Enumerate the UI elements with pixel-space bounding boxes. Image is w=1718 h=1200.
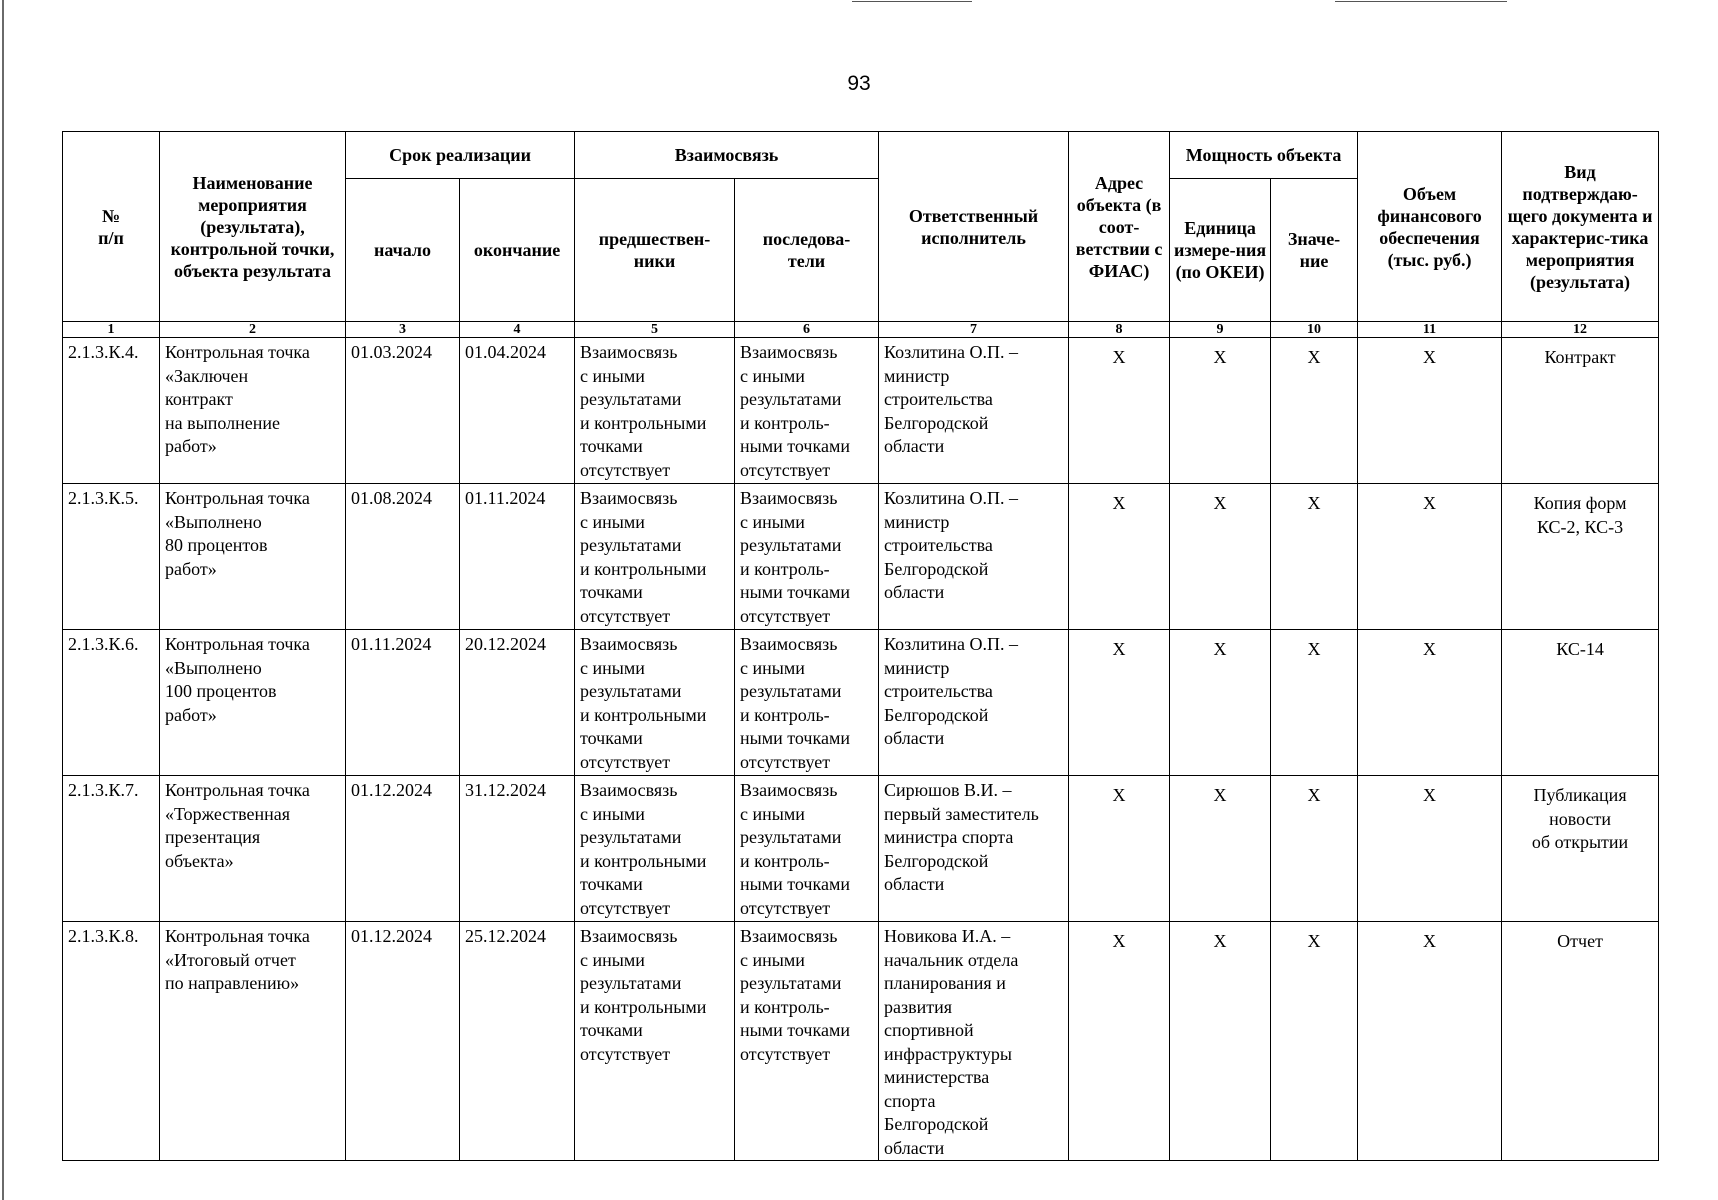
cell-start-date: 01.12.2024: [346, 776, 460, 922]
cell-start-date: 01.03.2024: [346, 338, 460, 484]
table-row: [63, 776, 1659, 922]
col-header-capacity: Мощность объекта: [1170, 132, 1358, 179]
cell-document: Контракт: [1502, 338, 1659, 484]
column-number-row: [63, 322, 1659, 338]
cell-executor: Новикова И.А. – начальник отдела планирования и развития спортивной инфраструктуры министерства спорта Белгородской области: [879, 922, 1069, 1161]
cell-funding: X: [1358, 484, 1502, 630]
plan-table: [62, 131, 1659, 1161]
col-header-name: Наименование мероприятия (результата), контрольной точки, объекта результата: [160, 132, 346, 322]
column-number: 8: [1069, 322, 1170, 338]
cell-end-date: 01.04.2024: [460, 338, 575, 484]
table-row: [63, 922, 1659, 1161]
cell-successors: Взаимосвязь с иными результатами и контроль- ными точками отсутствует: [735, 484, 879, 630]
table-row: [63, 338, 1659, 484]
cell-code: 2.1.3.К.7.: [63, 776, 160, 922]
top-scan-mark: [852, 1, 972, 2]
column-number: 11: [1358, 322, 1502, 338]
cell-end-date: 31.12.2024: [460, 776, 575, 922]
cell-unit: X: [1170, 922, 1271, 1161]
cell-unit: X: [1170, 776, 1271, 922]
cell-end-date: 20.12.2024: [460, 630, 575, 776]
table-body: [63, 338, 1659, 1161]
col-header-successors: последова- тели: [735, 179, 879, 322]
column-number: 3: [346, 322, 460, 338]
cell-address: X: [1069, 630, 1170, 776]
column-number: 7: [879, 322, 1069, 338]
col-header-value: Значе-ние: [1271, 179, 1358, 322]
col-header-address: Адрес объекта (в соот-ветствии с ФИАС): [1069, 132, 1170, 322]
cell-value: X: [1271, 338, 1358, 484]
column-number: 12: [1502, 322, 1659, 338]
cell-value: X: [1271, 776, 1358, 922]
cell-executor: Козлитина О.П. – министр строительства Белгородской области: [879, 484, 1069, 630]
cell-executor: Сирюшов В.И. – первый заместитель министра спорта Белгородской области: [879, 776, 1069, 922]
cell-predecessors: Взаимосвязь с иными результатами и контрольными точками отсутствует: [575, 630, 735, 776]
cell-address: X: [1069, 922, 1170, 1161]
cell-start-date: 01.08.2024: [346, 484, 460, 630]
cell-code: 2.1.3.К.6.: [63, 630, 160, 776]
cell-unit: X: [1170, 630, 1271, 776]
cell-funding: X: [1358, 338, 1502, 484]
cell-value: X: [1271, 484, 1358, 630]
column-number: 5: [575, 322, 735, 338]
cell-name: Контрольная точка «Заключен контракт на выполнение работ»: [160, 338, 346, 484]
cell-value: X: [1271, 630, 1358, 776]
cell-successors: Взаимосвязь с иными результатами и контроль- ными точками отсутствует: [735, 630, 879, 776]
column-number: 1: [63, 322, 160, 338]
cell-document: Публикация новости об открытии: [1502, 776, 1659, 922]
page-number: 93: [847, 72, 871, 95]
cell-unit: X: [1170, 338, 1271, 484]
cell-address: X: [1069, 776, 1170, 922]
cell-code: 2.1.3.К.5.: [63, 484, 160, 630]
cell-name: Контрольная точка «Выполнено 100 процентов работ»: [160, 630, 346, 776]
cell-predecessors: Взаимосвязь с иными результатами и контрольными точками отсутствует: [575, 338, 735, 484]
column-number: 9: [1170, 322, 1271, 338]
table-row: [63, 630, 1659, 776]
table-header: [63, 132, 1659, 338]
col-header-relation: Взаимосвязь: [575, 132, 879, 179]
cell-name: Контрольная точка «Итоговый отчет по направлению»: [160, 922, 346, 1161]
top-scan-mark: [1335, 1, 1507, 2]
column-number: 10: [1271, 322, 1358, 338]
cell-executor: Козлитина О.П. – министр строительства Белгородской области: [879, 630, 1069, 776]
cell-value: X: [1271, 922, 1358, 1161]
cell-document: КС-14: [1502, 630, 1659, 776]
cell-start-date: 01.11.2024: [346, 630, 460, 776]
cell-funding: X: [1358, 922, 1502, 1161]
column-number: 6: [735, 322, 879, 338]
table-row: [63, 484, 1659, 630]
col-header-number: № п/п: [63, 132, 160, 322]
cell-code: 2.1.3.К.4.: [63, 338, 160, 484]
cell-funding: X: [1358, 630, 1502, 776]
cell-executor: Козлитина О.П. – министр строительства Белгородской области: [879, 338, 1069, 484]
col-header-predecessors: предшествен- ники: [575, 179, 735, 322]
col-header-unit: Единица измере-ния (по ОКЕИ): [1170, 179, 1271, 322]
column-number: 4: [460, 322, 575, 338]
col-header-executor: Ответственный исполнитель: [879, 132, 1069, 322]
col-header-doc-type: Вид подтверждаю-щего документа и характерис-тика мероприятия (результата): [1502, 132, 1659, 322]
cell-unit: X: [1170, 484, 1271, 630]
col-header-term-start: начало: [346, 179, 460, 322]
cell-code: 2.1.3.К.8.: [63, 922, 160, 1161]
page-left-edge: [2, 0, 4, 1200]
cell-successors: Взаимосвязь с иными результатами и контроль- ными точками отсутствует: [735, 922, 879, 1161]
cell-address: X: [1069, 338, 1170, 484]
col-header-term-end: окончание: [460, 179, 575, 322]
cell-document: Отчет: [1502, 922, 1659, 1161]
cell-predecessors: Взаимосвязь с иными результатами и контрольными точками отсутствует: [575, 922, 735, 1161]
column-number: 2: [160, 322, 346, 338]
cell-end-date: 25.12.2024: [460, 922, 575, 1161]
cell-funding: X: [1358, 776, 1502, 922]
cell-start-date: 01.12.2024: [346, 922, 460, 1161]
col-header-term: Срок реализации: [346, 132, 575, 179]
cell-successors: Взаимосвязь с иными результатами и контроль- ными точками отсутствует: [735, 776, 879, 922]
cell-predecessors: Взаимосвязь с иными результатами и контрольными точками отсутствует: [575, 776, 735, 922]
cell-document: Копия форм КС-2, КС-3: [1502, 484, 1659, 630]
cell-name: Контрольная точка «Выполнено 80 процентов работ»: [160, 484, 346, 630]
cell-predecessors: Взаимосвязь с иными результатами и контрольными точками отсутствует: [575, 484, 735, 630]
cell-name: Контрольная точка «Торжественная презентация объекта»: [160, 776, 346, 922]
cell-successors: Взаимосвязь с иными результатами и контроль- ными точками отсутствует: [735, 338, 879, 484]
cell-address: X: [1069, 484, 1170, 630]
cell-end-date: 01.11.2024: [460, 484, 575, 630]
col-header-funding: Объем финансового обеспечения (тыс. руб.): [1358, 132, 1502, 322]
